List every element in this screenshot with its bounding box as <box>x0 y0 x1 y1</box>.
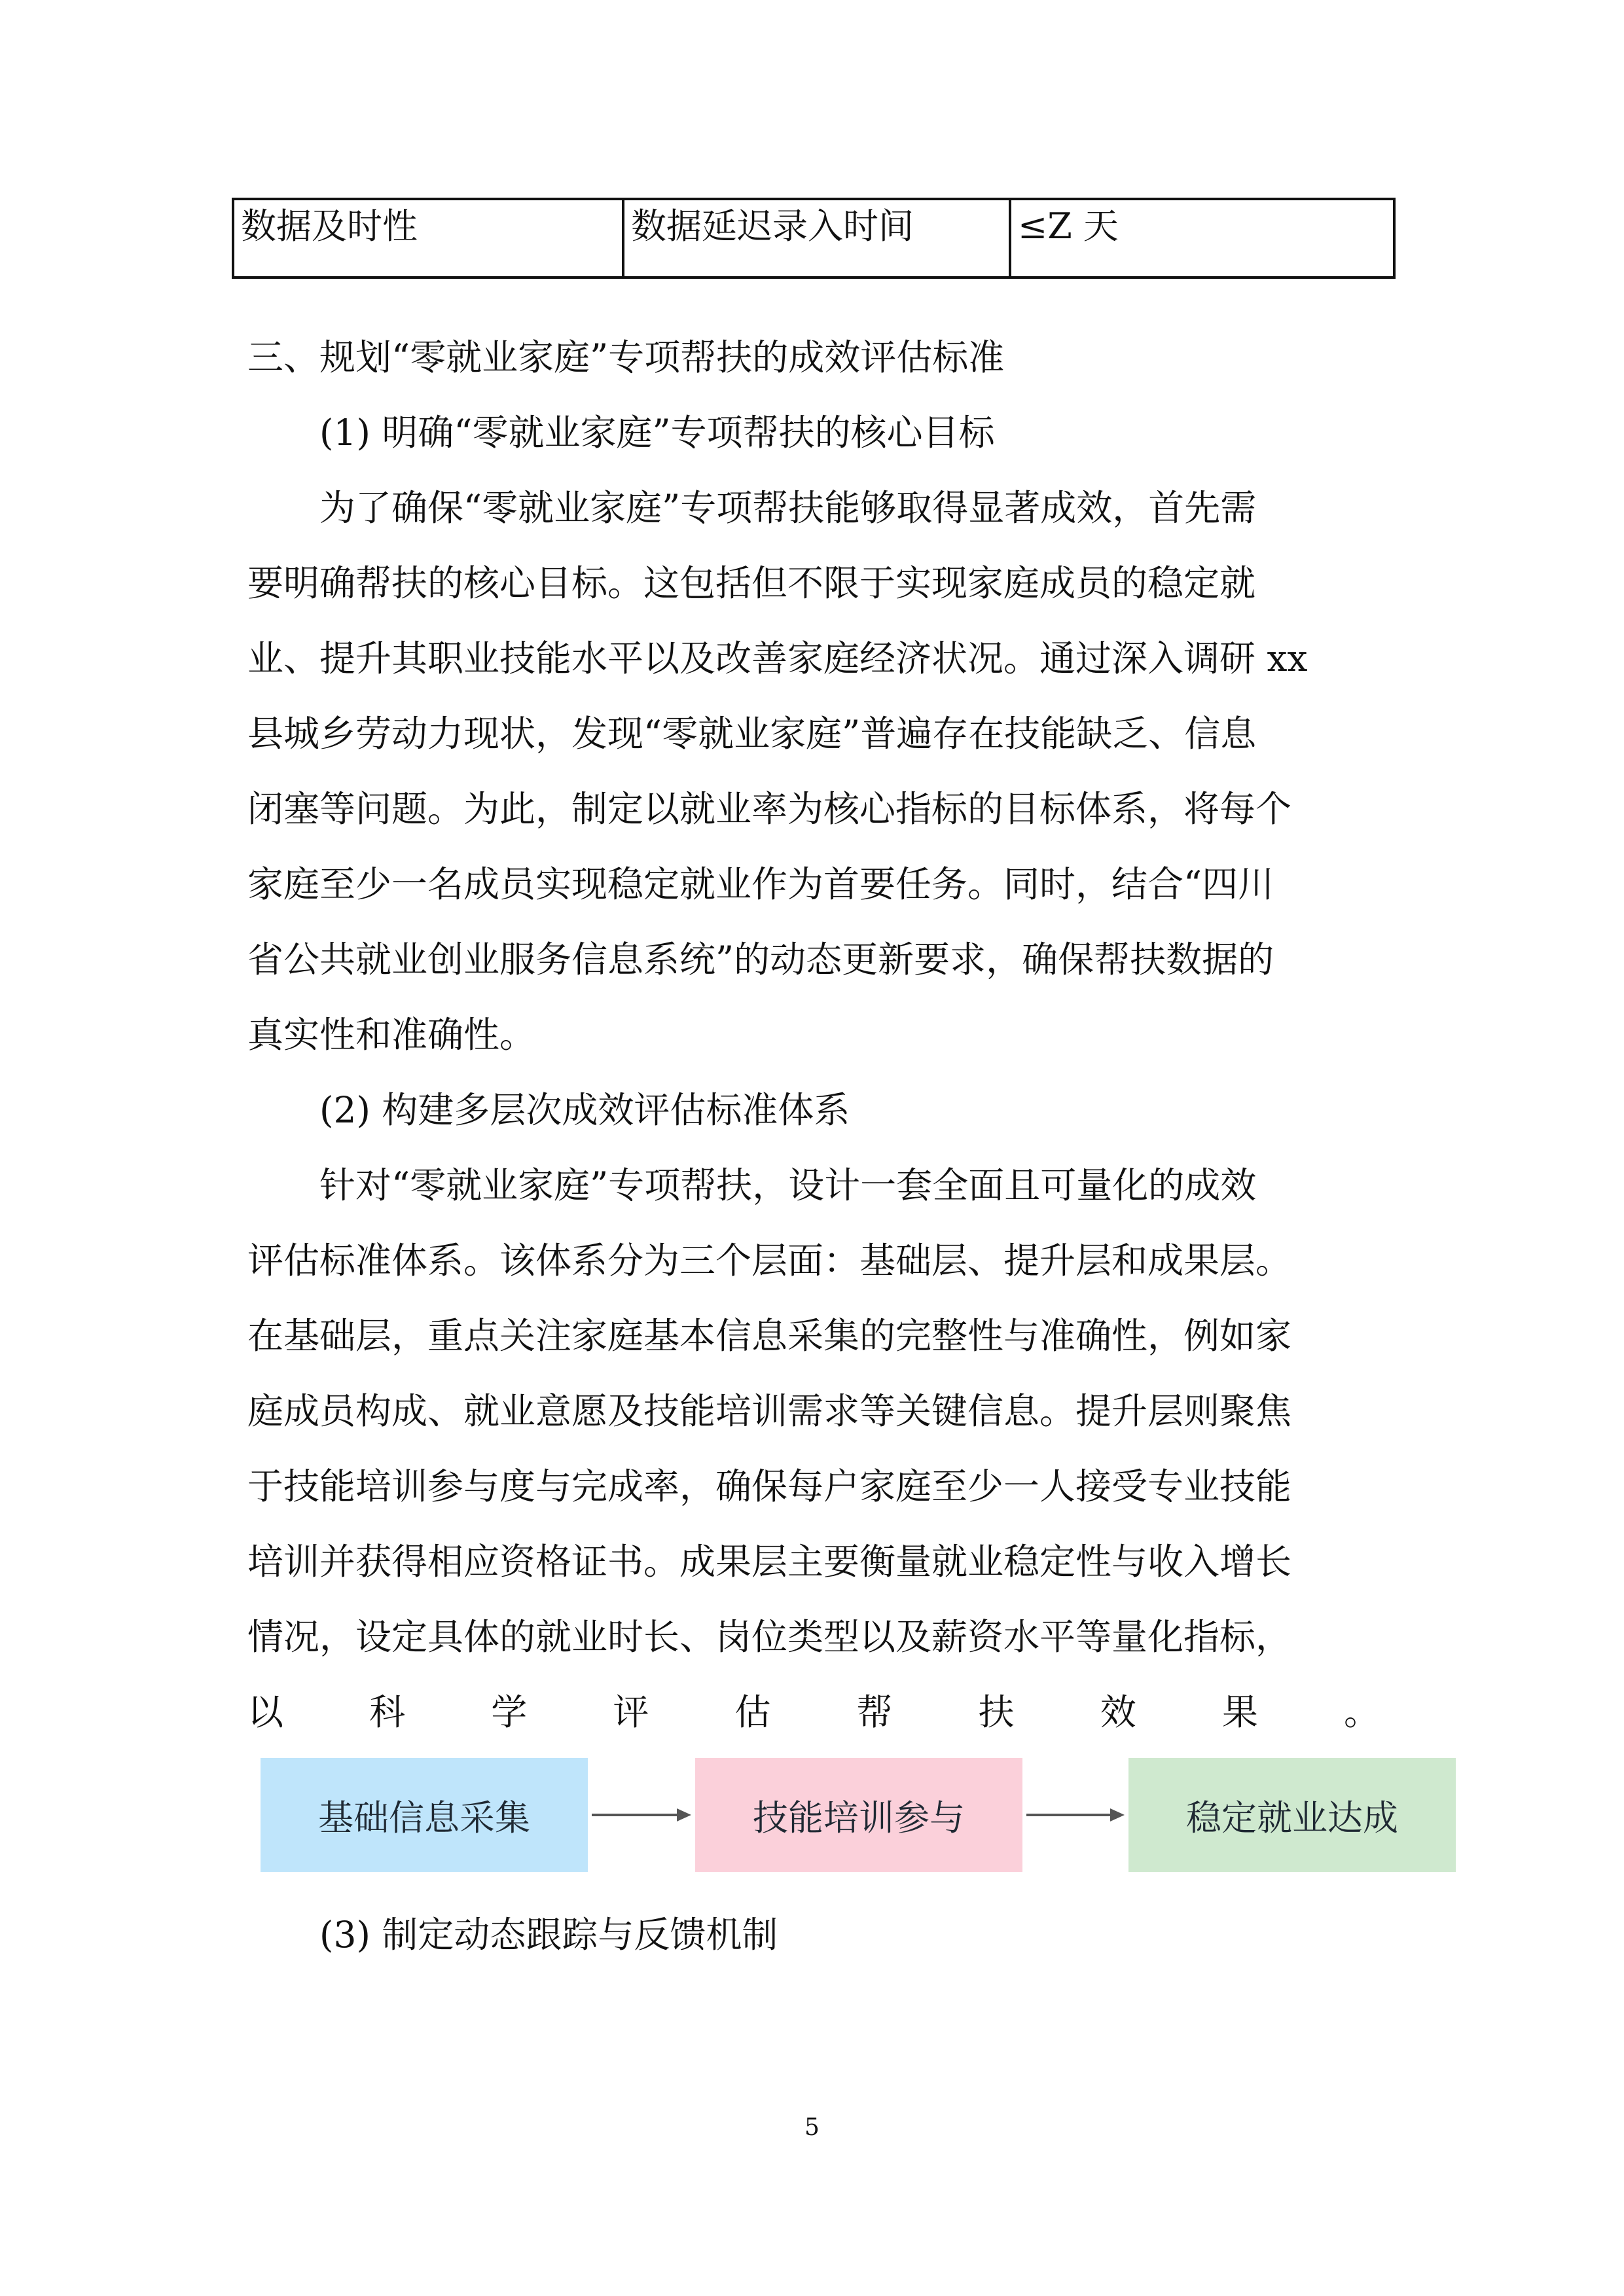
flow-step-skill-training: 技能培训参与 <box>695 1758 1022 1872</box>
paragraph-line: 培训并获得相应资格证书。成果层主要衡量就业稳定性与收入增长 <box>247 1541 1292 1583</box>
char: 帮 <box>856 1691 893 1733</box>
table-cell-threshold: ≤Z 天 <box>1010 199 1394 278</box>
char: 以 <box>247 1691 284 1733</box>
flow-diagram <box>0 1758 1624 1872</box>
flow-step-stable-employment: 稳定就业达成 <box>1128 1758 1456 1872</box>
char: 科 <box>369 1691 406 1733</box>
char: 果 <box>1221 1691 1258 1733</box>
paragraph-line: 情况，设定具体的就业时长、岗位类型以及薪资水平等量化指标， <box>247 1616 1292 1658</box>
char: 效 <box>1100 1691 1136 1733</box>
paragraph-line: 针对“零就业家庭”专项帮扶，设计一套全面且可量化的成效 <box>319 1164 1257 1206</box>
arrow-right-icon <box>1022 1758 1128 1872</box>
char: 扶 <box>978 1691 1015 1733</box>
paragraph-line: 省公共就业创业服务信息系统”的动态更新要求，确保帮扶数据的 <box>247 939 1274 980</box>
paragraph-line: 在基础层，重点关注家庭基本信息采集的完整性与准确性，例如家 <box>247 1315 1292 1357</box>
paragraph-line: 闭塞等问题。为此，制定以就业率为核心指标的目标体系，将每个 <box>247 788 1292 830</box>
char: 学 <box>491 1691 528 1733</box>
paragraph-line: 为了确保“零就业家庭”专项帮扶能够取得显著成效，首先需 <box>319 487 1257 529</box>
char: 。 <box>1343 1691 1380 1733</box>
table-cell-indicator: 数据延迟录入时间 <box>623 199 1010 278</box>
paragraph-line: 于技能培训参与度与完成率，确保每户家庭至少一人接受专业技能 <box>247 1465 1292 1507</box>
char: 估 <box>734 1691 771 1733</box>
table-cell-dimension: 数据及时性 <box>233 199 623 278</box>
indicator-table <box>232 198 1396 279</box>
paragraph-line: 真实性和准确性。 <box>247 1014 536 1056</box>
arrow-right-icon <box>588 1758 695 1872</box>
subsection-heading-1: (1) 明确“零就业家庭”专项帮扶的核心目标 <box>319 412 995 454</box>
paragraph-line-justified <box>247 1689 1380 1735</box>
subsection-heading-3: (3) 制定动态跟踪与反馈机制 <box>319 1914 778 1956</box>
paragraph-line: 评估标准体系。该体系分为三个层面：基础层、提升层和成果层。 <box>247 1240 1292 1282</box>
paragraph-line: 庭成员构成、就业意愿及技能培训需求等关键信息。提升层则聚焦 <box>247 1390 1292 1432</box>
char: 评 <box>613 1691 649 1733</box>
paragraph-line: 业、提升其职业技能水平以及改善家庭经济状况。通过深入调研 xx <box>247 637 1308 679</box>
page-number: 5 <box>804 2114 820 2141</box>
paragraph-line: 家庭至少一名成员实现稳定就业作为首要任务。同时，结合“四川 <box>247 863 1274 905</box>
paragraph-line: 县城乡劳动力现状，发现“零就业家庭”普遍存在技能缺乏、信息 <box>247 713 1257 755</box>
flow-step-info-collection: 基础信息采集 <box>261 1758 588 1872</box>
section-heading: 三、规划“零就业家庭”专项帮扶的成效评估标准 <box>247 336 1005 378</box>
subsection-heading-2: (2) 构建多层次成效评估标准体系 <box>319 1089 850 1131</box>
table-row <box>233 199 1394 278</box>
paragraph-line: 要明确帮扶的核心目标。这包括但不限于实现家庭成员的稳定就 <box>247 562 1256 604</box>
